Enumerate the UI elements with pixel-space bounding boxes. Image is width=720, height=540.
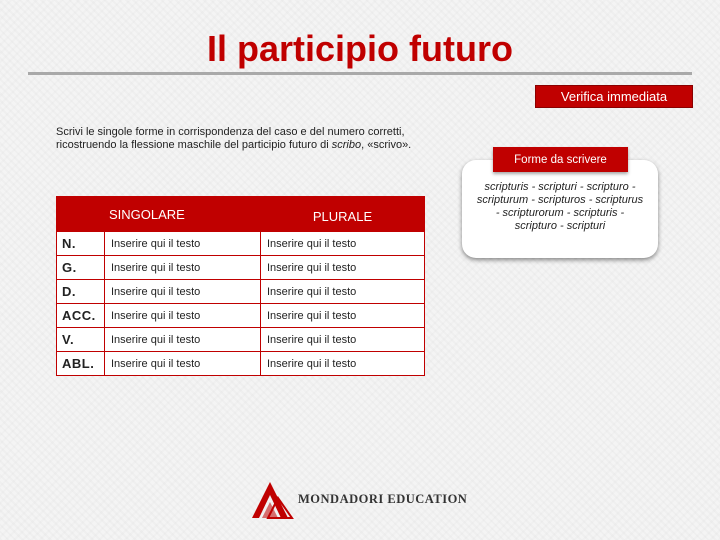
header-empty: [57, 197, 105, 232]
table-row: [57, 256, 425, 280]
singular-input[interactable]: Inserire qui il testo: [105, 328, 261, 352]
instructions-verb: scribo: [331, 139, 362, 151]
page-title: Il participio futuro: [207, 28, 513, 69]
table-row: [57, 328, 425, 352]
table-row: [57, 352, 425, 376]
instructions-line2-before: ricostruendo la flessione maschile del participio futuro di: [56, 139, 332, 151]
instructions-line2-after: , «scrivo».: [361, 139, 412, 151]
declension-table: [56, 196, 425, 376]
plural-input[interactable]: Inserire qui il testo: [261, 304, 425, 328]
case-label: G.: [57, 256, 105, 280]
forms-panel-header: Forme da scrivere: [493, 147, 628, 172]
publisher-name: MONDADORI EDUCATION: [298, 492, 468, 506]
table-header-row: [57, 197, 425, 232]
verify-button[interactable]: Verifica immediata: [535, 85, 693, 108]
case-label: ABL.: [57, 352, 105, 376]
case-label: N.: [57, 232, 105, 256]
case-label: V.: [57, 328, 105, 352]
title-divider: [28, 72, 692, 75]
instructions-text: [56, 126, 476, 152]
singular-input[interactable]: Inserire qui il testo: [105, 256, 261, 280]
plural-input[interactable]: Inserire qui il testo: [261, 280, 425, 304]
singular-input[interactable]: Inserire qui il testo: [105, 352, 261, 376]
case-label: ACC.: [57, 304, 105, 328]
header-plural: PLURALE: [261, 197, 425, 232]
instructions-line1: Scrivi le singole forme in corrispondenza del caso e del numero corretti,: [56, 126, 405, 138]
plural-input[interactable]: Inserire qui il testo: [261, 232, 425, 256]
table-row: [57, 280, 425, 304]
singular-input[interactable]: Inserire qui il testo: [105, 232, 261, 256]
singular-input[interactable]: Inserire qui il testo: [105, 280, 261, 304]
header-singular: SINGOLARE: [105, 197, 261, 232]
plural-input[interactable]: Inserire qui il testo: [261, 352, 425, 376]
table-row: [57, 232, 425, 256]
case-label: D.: [57, 280, 105, 304]
table-row: [57, 304, 425, 328]
plural-input[interactable]: Inserire qui il testo: [261, 328, 425, 352]
plural-input[interactable]: Inserire qui il testo: [261, 256, 425, 280]
singular-input[interactable]: Inserire qui il testo: [105, 304, 261, 328]
forms-list-text: scripturis - scripturi - scripturo - scripturum - scripturos - scripturus - scripturorum - scripturis - scripturo - scripturi: [476, 181, 644, 232]
